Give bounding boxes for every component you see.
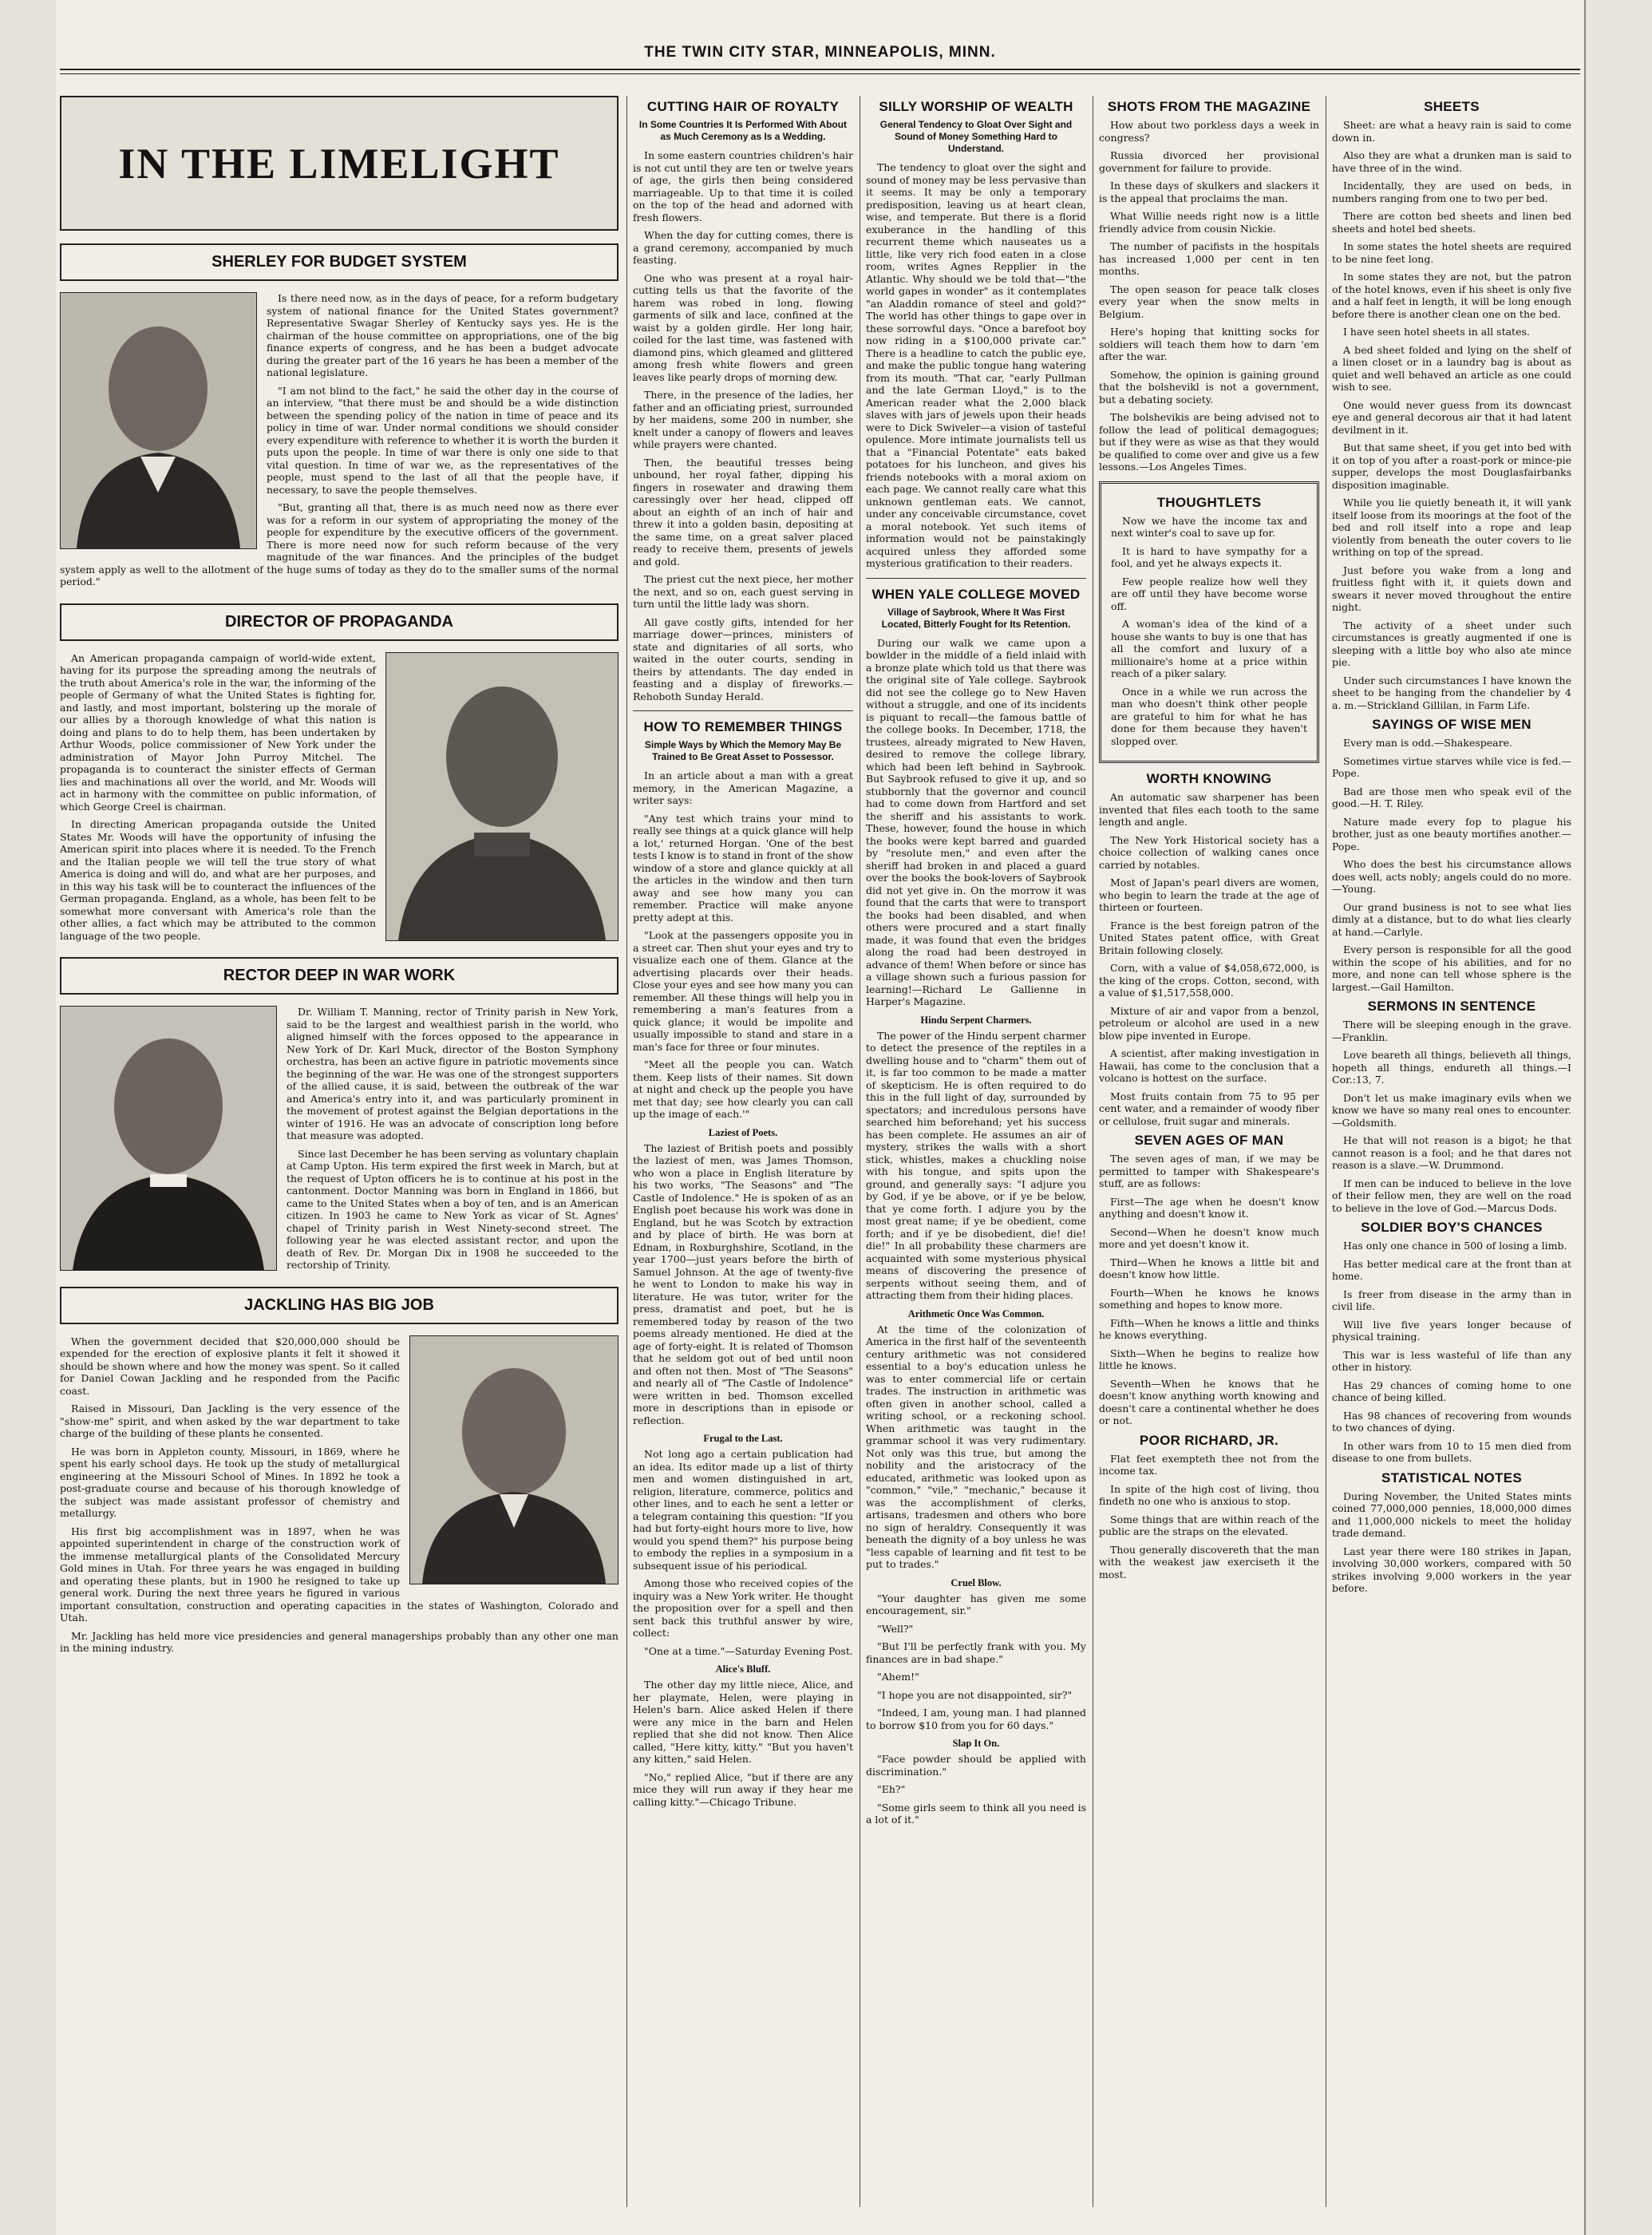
shots-item: Here's hoping that knitting socks for soldiers will teach them how to darn 'em after the war.	[1099, 326, 1319, 362]
sherley-paragraph: "I am not blind to the fact," he said the other day in the course of an interview, "that there must be and should be a wide distinction between the spending policy of the nation in time of peace and its policy in time of war. Under normal conditions we should consider every expenditure with reference to whether it is worth the burden it puts upon the people. In time of war there is only one side to that vital question. In time of war we, as the representatives of the people, must spend to the last of all that the people have, if necessary, to save the people themselves.	[267, 384, 619, 496]
jackling-paragraph: Raised in Missouri, Dan Jackling is the very essence of the "show-me" spirit, and when asked by the war department to take charge of the building of these plants he consented.	[60, 1402, 400, 1439]
sherley-paragraph: Is there need now, as in the days of peace, for a reform budgetary system of national finance for the United States government? Representative Swagar Sherley of Kentucky says yes. He is the chairman of the house committee on appropriations, one of the big finance experts of congress, and he has been a budget advocate during the greater part of the 16 years he has been a member of the national legislature.	[267, 292, 619, 378]
cruel-line: "Indeed, I am, young man. I had planned to borrow $10 from you for 60 days."	[866, 1707, 1086, 1731]
soldier-item: Has 98 chances of recovering from wounds to two chances of dying.	[1332, 1409, 1571, 1434]
soldier-item: Has better medical care at the front than at home.	[1332, 1257, 1571, 1282]
thoughtlets-item: Few people realize how well they are off until they have become worse off.	[1111, 575, 1307, 612]
royalty-paragraph: The priest cut the next piece, her mother the next, and so on, each guest serving in turn until the little lady was shorn.	[633, 573, 853, 610]
adjacent-page-edge	[1584, 0, 1652, 2235]
sheets-item: The activity of a sheet under such circumstances is greatly augmented if one is sleeping with a little boy who also ate mince pie.	[1332, 619, 1571, 668]
remember-heading: HOW TO REMEMBER THINGS	[643, 719, 843, 734]
manning-portrait	[60, 1006, 277, 1271]
seven-ages-item: The seven ages of man, if we may be permitted to tamper with Shakespeare's stuff, are as follows:	[1099, 1153, 1319, 1189]
wise-men-item: Nature made every fop to plague his brother, just as one beauty mortifies another.—Pope.	[1332, 815, 1571, 852]
column-4	[1099, 96, 1319, 2207]
shots-item: The open season for peace talk closes every year when the snow melts in Belgium.	[1099, 283, 1319, 320]
sermons-heading: SERMONS IN SENTENCE	[1367, 999, 1536, 1014]
propaganda-paragraph: In directing American propaganda outside the United States Mr. Woods will have the opportunity of infusing the American spirit into places where it is needed. To the French and the Italian people we will tell the true story of what America is doing and will do, and what are her purposes, and in this way his task will be to counteract the influences of the German propaganda. England, as a whole, has been felt to be somewhat more conversant with America's role than the other allies, a fact which may be attributed to the common language of the two people.	[60, 818, 376, 942]
richard-heading: POOR RICHARD, JR.	[1139, 1432, 1279, 1448]
richard-item: Thou generally discovereth that the man with the weakest jaw exerciseth it the most.	[1099, 1543, 1319, 1580]
worth-item: France is the best foreign patron of the United States patent office, with Great Britain following closely.	[1099, 919, 1319, 956]
thoughtlets-heading: THOUGHTLETS	[1156, 494, 1262, 510]
limelight-column	[60, 96, 619, 2207]
royalty-heading: CUTTING HAIR OF ROYALTY	[646, 99, 840, 114]
rector-paragraph: Since last December he has been serving as voluntary chaplain at Camp Upton. His term expired the first week in March, but at the request of Upton officers he is to continue at his post in the cantonment. Doctor Manning was born in England in 1866, but came to the United States when a boy of ten, and is an American citizen. In 1903 he came to New York as vicar of St. Agnes' chapel of Trinity parish in West Ninety-second street. The following year he was elected assistant rector, and upon the death of Rev. Dr. Morgan Dix in 1908 he succeeded to the rectorship of Trinity.	[287, 1147, 619, 1271]
serpent-paragraph: The power of the Hindu serpent charmer to detect the presence of the reptiles in a dwelling house and to "charm" them out of it, is far too common to be made a matter of skepticism. He is often required to do this in the full light of day, surrounded by spectators; and incredulous persons have searched him beforehand; yet his success has been complete. He assumes an air of mystery, strikes the walls with a short stick, whistles, makes a chuckling noise with his tongue, and spits upon the ground, and generally says: "I adjure you by God, if ye be above, or if ye be below, that ye come forth. I adjure you by the most great name; if ye be obedient, come forth; and if ye be disobedient, die! die! die!" In all probability these charmers are acquainted with some mysterious physical means of discovering the presence of serpents without seeing them, and of attracting them from their hiding places.	[866, 1029, 1086, 1301]
jackling-paragraph: His first big accomplishment was in 1897, when he was appointed superintendent in charge of the construction work of the immense metallurgical plants of the Consolidated Mercury Gold mines in Utah. For three years he was engaged in building and operating these plants, but in 1900 he resigned to take up general work. During the next three years he figured in various important consultation, construction and operating capacities in the states of Washington, Colorado and Utah.	[60, 1525, 619, 1624]
jackling-paragraph: He was born in Appleton county, Missouri, in 1869, where he spent his early school days. He took up the study of metallurgical engineering at the Missouri School of Mines. In 1892 he took a post-graduate course and because of his thorough knowledge of the subject was made assistant professor of chemistry and metallurgy.	[60, 1445, 400, 1519]
yale-paragraph: During our walk we came upon a bowlder in the middle of a field inlaid with a bronze plate which told us that there was the original site of Yale college. Saybrook did not see the college go to New Haven without a struggle, and one of its incidents is piquant to recall—the famous battle of the college books. In December, 1718, the trustees, already migrated to New Haven, desired to remove the college library, which had been left behind in Saybrook. But Saybrook refused to give it up, and so stubbornly that the governor and council had to come down from Hartford and set the sheriff and his assistants to work. These, however, found the house in which the books were kept barred and guarded by "resolute men," and even after the sheriff had broken in and placed a guard over the books the book-lovers of Saybrook did not yet give in. On the morrow it was found that the carts that were to transport the books had been disabled, and when others were procured and a start finally made, it was found that even the bridges along the road had been destroyed in advance of them! When before or since has a village shown such a furious passion for learning!—Richard Le Gallienne in Harper's Magazine.	[866, 636, 1086, 1007]
divider	[866, 578, 1086, 579]
alice-paragraph: "No," replied Alice, "but if there are any mice they will run away if they hear me calling kitty."—Chicago Tribune.	[633, 1770, 853, 1808]
seven-ages-heading: SEVEN AGES OF MAN	[1134, 1133, 1284, 1148]
wise-men-item: Our grand business is not to see what lies dimly at a distance, but to do what lies clearly at hand.—Carlyle.	[1332, 900, 1571, 938]
soldier-item: Will live five years longer because of physical training.	[1332, 1318, 1571, 1343]
worth-item: Corn, with a value of $4,058,672,000, is the king of the crops. Cotton, second, with a value of $1,517,558,000.	[1099, 962, 1319, 999]
seven-ages-item: Fifth—When he knows a little and thinks he knows everything.	[1099, 1316, 1319, 1341]
soldier-item: Has only one chance in 500 of losing a limb.	[1343, 1240, 1567, 1252]
sermons-item: There will be sleeping enough in the grave.—Franklin.	[1332, 1019, 1571, 1043]
soldier-item: Is freer from disease in the army than in civil life.	[1332, 1288, 1571, 1312]
sheets-item: Sheet: are what a heavy rain is said to come down in.	[1332, 119, 1571, 144]
worth-item: Most of Japan's pearl divers are women, who begin to learn the trade at the age of thirteen or fourteen.	[1099, 876, 1319, 913]
cruel-line: "Well?"	[877, 1622, 914, 1635]
column-5	[1332, 96, 1571, 2207]
seven-ages-item: Second—When he doesn't know much more and yet doesn't know it.	[1099, 1225, 1319, 1250]
royalty-paragraph: There, in the presence of the ladies, her father and an officiating priest, surrounded by her maidens, some 200 in number, she knelt under a canopy of flowers and leaves while prayers were chanted.	[633, 389, 853, 450]
sheets-item: Just before you wake from a long and fruitless fight with it, it quiets down and swears it never moved throughout the entire night.	[1332, 564, 1571, 613]
sheets-heading: SHEETS	[1424, 99, 1480, 114]
worth-item: Mixture of air and vapor from a benzol, petroleum or alcohol are used in a new blow pipe invented in Europe.	[1099, 1004, 1319, 1042]
soldier-item: Has 29 chances of coming home to one chance of being killed.	[1332, 1379, 1571, 1403]
alice-paragraph: The other day my little niece, Alice, and her playmate, Helen, were playing in Helen's barn. Alice asked Helen if there were any mice in the barn and Helen replied that she did not know. Then Alice called, "Here kitty, kitty." "But you haven't any kitten," said Helen.	[633, 1679, 853, 1765]
newspaper-page	[60, 32, 1580, 2219]
cruel-line: "Ahem!"	[877, 1671, 919, 1683]
portrait-photo-icon	[61, 1007, 276, 1270]
rector-heading: RECTOR DEEP IN WAR WORK	[60, 957, 619, 995]
royalty-subhead: In Some Countries It Is Performed With About as Much Ceremony as Is a Wedding.	[638, 119, 848, 142]
sherley-heading: SHERLEY FOR BUDGET SYSTEM	[60, 243, 619, 281]
royalty-paragraph: One who was present at a royal hair-cutting tells us that the favorite of the harem was robed in long, flowing garments of silk and lace, confined at the waist by a golden girdle. Her long hair, coiled for the last time, was fastened with diamond pins, which gleamed and glittered among fresh white flowers and green leaves like pearly drops of morning dew.	[633, 271, 853, 383]
soldier-item: This war is less wasteful of life than any other in history.	[1332, 1348, 1571, 1373]
wise-men-item: Every person is responsible for all the good within the scope of his abilities, and for no more, and none can tell whose sphere is the largest.—Gail Hamilton.	[1332, 943, 1571, 993]
richard-item: Flat feet exempteth thee not from the income tax.	[1099, 1452, 1319, 1477]
sheets-item: But that same sheet, if you get into bed with it on top of you after a roast-pork or mince-pie supper, develops the most Douglasfairbanks disposition imaginable.	[1332, 441, 1571, 491]
sheets-item: A bed sheet folded and lying on the shelf of a linen closet or in a laundry bag is about as quiet and well behaved an article as one could wish to see.	[1332, 343, 1571, 393]
sermons-item: Don't let us make imaginary evils when we know we have so many real ones to encounter.—Goldsmith.	[1332, 1091, 1571, 1129]
arith-heading: Arithmetic Once Was Common.	[907, 1307, 1045, 1319]
cruel-line: "I hope you are not disappointed, sir?"	[877, 1688, 1073, 1701]
cruel-line: "Your daughter has given me some encouragement, sir."	[866, 1592, 1086, 1616]
worth-heading: WORTH KNOWING	[1146, 771, 1272, 786]
worth-item: An automatic saw sharpener has been invented that files each tooth to the same length and angle.	[1099, 791, 1319, 828]
worth-item: A scientist, after making investigation in Hawaii, has come to the conclusion that a volcano is hottest on the surface.	[1099, 1047, 1319, 1084]
shots-item: In these days of skulkers and slackers it is the appeal that proclaims the man.	[1099, 180, 1319, 204]
cruel-heading: Cruel Blow.	[950, 1576, 1002, 1588]
remember-paragraph: "Any test which trains your mind to really see things at a quick glance will help a lot,' returned Horgan. 'One of the best tests I know is to stand in front of the show window of a store and glance quickly at all the articles in the window and then turn away and see how many you can remember. Practice will make anyone pretty adept at this.	[633, 812, 853, 924]
poets-heading: Laziest of Poets.	[708, 1126, 778, 1138]
jackling-portrait	[409, 1335, 619, 1584]
sherley-portrait	[60, 292, 257, 549]
frugal-heading: Frugal to the Last.	[703, 1433, 783, 1444]
worth-item: Most fruits contain from 75 to 95 per cent water, and a remainder of woody fiber or cellulose, fruit sugar and minerals.	[1099, 1090, 1319, 1127]
slap-line: "Some girls seem to think all you need is a lot of it."	[866, 1801, 1086, 1826]
column-rule	[626, 96, 627, 2207]
jackling-heading: JACKLING HAS BIG JOB	[60, 1287, 619, 1324]
wise-men-item: Who does the best his circumstance allows does well, acts nobly; angels could do no more.—Young.	[1332, 858, 1571, 895]
remember-paragraph: In an article about a man with a great memory, in the American Magazine, a writer says:	[633, 769, 853, 806]
jackling-paragraph: When the government decided that $20,000,000 should be expended for the erection of explosive plants it felt it showed it should be shown where and how the money was spent. So it called for Daniel Cowan Jackling and he responded from the Pacific coast.	[60, 1335, 400, 1397]
alice-heading: Alice's Bluff.	[715, 1663, 771, 1675]
richard-item: Some things that are within reach of the public are the straps on the elevated.	[1099, 1513, 1319, 1537]
thoughtlets-box	[1099, 481, 1319, 764]
remember-paragraph: "Look at the passengers opposite you in a street car. Then shut your eyes and try to visualize each one of them. Glance at the advertising placards over their heads. Close your eyes and see how many you can remember. All these things will help you in remembering a man's features from a quick glance; it would be impolite and usually impossible to stand and stare in a man's face for three or four minutes.	[633, 929, 853, 1053]
wise-men-heading: SAYINGS OF WISE MEN	[1372, 717, 1531, 732]
masthead-rule-thin	[60, 73, 1580, 74]
sherley-paragraph: "But, granting all that, there is as much need now as there ever was for a reform in our system of appropriating the money of the people for expenditure by the executive officers of the government. There is more need now for such reform because of the very magnitude of the war finances. And the principles of the budget system apply as well to the allotment of the huge sums of today as they do to the smaller sums of the normal period."	[60, 501, 619, 587]
richard-item: In spite of the high cost of living, thou findeth no one who is anxious to stop.	[1099, 1482, 1319, 1507]
shots-heading: SHOTS FROM THE MAGAZINE	[1107, 99, 1311, 114]
sheets-item: In some states they are not, but the patron of the hotel knows, even if his sheet is only five and a half feet in length, it will be long enough before there is another clean one on the bed.	[1332, 271, 1571, 320]
wise-men-item: Sometimes virtue starves while vice is fed.—Pope.	[1332, 754, 1571, 779]
seven-ages-item: Fourth—When he knows he knows something and hopes to know more.	[1099, 1286, 1319, 1311]
propaganda-paragraph: An American propaganda campaign of world-wide extent, having for its purpose the spreading among the neutrals of the truth about America's role in the war, the informing of the people of Germany of what the United States is fighting for, and lastly, and most important, bolstering up the morale of our allies by a thorough knowledge of what this nation is doing and plans to do to help them, has been undertaken by Arthur Woods, police commissioner of New York under the administration of Mayor John Purroy Mitchel. The propaganda is to counteract the sinister effects of German lies and machinations all over the world, and Mr. Woods will act in harmony with the committee on public information, of which George Creel is chairman.	[60, 651, 376, 813]
sheets-item: There are cotton bed sheets and linen bed sheets and hotel bed sheets.	[1332, 210, 1571, 235]
divider	[633, 710, 853, 711]
page-margin-left	[0, 0, 56, 2235]
cruel-line: "But I'll be perfectly frank with you. My finances are in bad shape."	[866, 1640, 1086, 1665]
wealth-heading: SILLY WORSHIP OF WEALTH	[879, 99, 1073, 114]
sermons-item: Love beareth all things, believeth all things, hopeth all things, endureth all things.—I Cor.:13, 7.	[1332, 1049, 1571, 1086]
slap-line: "Eh?"	[877, 1783, 906, 1795]
stats-heading: STATISTICAL NOTES	[1381, 1470, 1523, 1485]
sheets-item: In some states the hotel sheets are required to be nine feet long.	[1332, 240, 1571, 265]
sermons-item: If men can be induced to believe in the love of their fellow men, they are well on the road to believe in the love of God.—Marcus Dods.	[1332, 1177, 1571, 1214]
royalty-paragraph: When the day for cutting comes, there is a grand ceremony, accompanied by much feasting.	[633, 229, 853, 266]
frugal-paragraph: Not long ago a certain publication had an idea. Its editor made up a list of thirty men and women distinguished in art, religion, literature, commerce, politics and other lines, and to each he sent a letter or a telegram containing this question: "If you had but forty-eight hours more to live, how would you spend them?" his purpose being to embody the replies in a symposium in a subsequent issue of his periodical.	[633, 1448, 853, 1572]
limelight-banner: IN THE LIMELIGHT	[60, 96, 619, 231]
seven-ages-item: Third—When he knows a little bit and doesn't know how little.	[1099, 1256, 1319, 1280]
slap-heading: Slap It On.	[952, 1738, 1000, 1749]
thoughtlets-item: A woman's idea of the kind of a house she wants to buy is one that has all the comfort and luxury of a millionaire's home at a price within reach of a piker salary.	[1111, 618, 1307, 679]
wise-men-item: Every man is odd.—Shakespeare.	[1343, 737, 1512, 749]
soldier-item: In other wars from 10 to 15 men died from disease to one from bullets.	[1332, 1439, 1571, 1464]
stats-item: During November, the United States mints coined 77,000,000 pennies, 18,000,000 dimes and 11,000,000 nickels to meet the holiday trade demand.	[1332, 1489, 1571, 1539]
frugal-paragraph: "One at a time."—Saturday Evening Post.	[644, 1644, 853, 1657]
arith-paragraph: At the time of the colonization of America in the first half of the seventeenth century arithmetic was not considered essential to a boy's education unless he was to enter commercial life or certain trades. The instruction in arithmetic was often given in another school, called a writing school, or a reckoning school. When arithmetic was taught in the grammar school it was very rudimentary. Not only was this true, but among the nobility and the aristocracy of the educated, arithmetic was looked upon as "common," "vile," "mechanic," because it was the accomplishment of clerks, artisans, tradesmen and others who bore no sign of heraldry. Consequently it was beneath the dignity of a boy unless he was "less capable of learning and fit test to be put to trades."	[866, 1323, 1086, 1570]
thoughtlets-item: It is hard to have sympathy for a fool, and yet he always expects it.	[1111, 544, 1307, 569]
rector-paragraph: Dr. William T. Manning, rector of Trinity parish in New York, said to be the largest and wealthiest parish in the world, who aligned himself with the forces opposed to the appearance in New York of Dr. Karl Muck, director of the Boston Symphony orchestra, has been an active figure in patriotic movements since the beginning of the war. He was one of the strongest supporters of the allied cause, it is said, between the outbreak of the war and America's entry into it, and was particularly prominent in the movement of protest against the Belgian deportations in the winter of 1916. He was an advocate of conscription long before that measure was adopted.	[287, 1006, 619, 1141]
seven-ages-item: First—The age when he doesn't know anything and doesn't know it.	[1099, 1195, 1319, 1220]
portrait-photo-icon	[386, 653, 618, 940]
serpent-heading: Hindu Serpent Charmers.	[920, 1014, 1032, 1026]
shots-item: Russia divorced her provisional government for failure to provide.	[1099, 149, 1319, 174]
thoughtlets-item: Once in a while we run across the man who doesn't think other people are grateful to him for what he has done for them because they haven't slopped over.	[1111, 685, 1307, 747]
shots-item: How about two porkless days a week in congress?	[1099, 119, 1319, 144]
poets-paragraph: The laziest of British poets and possibly the laziest of men, was James Thomson, who won a place in English literature by his two works, "The Seasons" and "The Castle of Indolence." He is spoken of as an English poet because his work was done in England, but he was Scotch by extraction and by place of birth. He was born at Ednam, in Roxburghshire, Scotland, in the year 1700—just years before the birth of Samuel Johnson. At the age of twenty-five he went to London to make his way in literature. He was tutor, writer for the press, dramatist and poet, but he is remembered today by reason of the two poems already mentioned. He died at the age of forty-eight. It is related of Thomson that he seldom got out of bed until noon and often not then. Most of "The Seasons" and nearly all of "The Castle of Indolence" were written in bed. Thomson excelled more in descriptions than in episode or reflection.	[633, 1141, 853, 1426]
sheets-item: Also they are what a drunken man is said to have three of in the wind.	[1332, 149, 1571, 174]
jackling-paragraph: Mr. Jackling has held more vice presidencies and general managerships probably than any other one man in the mining industry.	[60, 1629, 619, 1654]
masthead: THE TWIN CITY STAR, MINNEAPOLIS, MINN.	[644, 44, 996, 61]
portrait-photo-icon	[410, 1336, 618, 1584]
sheets-item: One would never guess from its downcast eye and general decorous air that it had latent devilment in it.	[1332, 398, 1571, 436]
royalty-paragraph: All gave costly gifts, intended for her marriage dower—princes, ministers of state and dignitaries of all sorts, who waited in the outer courts, sending in theirs by attendants. The day ended in feasting and a display of fireworks.—Rehoboth Sunday Herald.	[633, 615, 853, 702]
column-2	[633, 96, 853, 2207]
yale-subhead: Village of Saybrook, Where It Was First Located, Bitterly Fought for Its Retention.	[881, 606, 1071, 630]
remember-paragraph: "Meet all the people you can. Watch them. Keep lists of their names. Sit down at night and check up the people you have met that day; see how clearly you can call up the image of each.'"	[633, 1058, 853, 1120]
worth-item: The New York Historical society has a choice collection of walking canes once carried by notables.	[1099, 833, 1319, 871]
soldier-heading: SOLDIER BOY'S CHANCES	[1361, 1220, 1543, 1235]
frugal-paragraph: Among those who received copies of the inquiry was a New York writer. He thought the proposition over for a spell and then sent back this truthful answer by wire, collect:	[633, 1577, 853, 1639]
shots-item: The bolshevikis are being advised not to follow the lead of political demagogues; but if they were as wise as that they would be qualified to come over and give us a few lessons.—Los Angeles Times.	[1099, 411, 1319, 473]
woods-portrait	[385, 652, 619, 941]
wealth-subhead: General Tendency to Gloat Over Sight and Sound of Money Something Hard to Understand.	[879, 119, 1073, 154]
masthead-rule	[60, 69, 1580, 70]
royalty-paragraph: In some eastern countries children's hair is not cut until they are ten or twelve years of age, the girls then being considered marriageable. Up to that time it is coiled on the top of the head and adorned with fresh flowers.	[633, 149, 853, 224]
wealth-paragraph: The tendency to gloat over the sight and sound of money may be less pervasive than it seems. It may be only a temporary predisposition, leaving us at heart clean, wise, and temperate. But there is a florid exuberance in the handling of this recurrent theme which nauseates us a little, like very rich food eaten in a close room, writes Agnes Repplier in the Atlantic. Why should we be told that—"the world gapes in wonder" as it contemplates "an Aladdin romance of steel and gold?" The world has other things to gape over in these sorrowful days. "Once a barefoot boy now riding in a $100,000 private car." There is a headline to catch the public eye, and make the public tongue hang watering from its mouth. "That car, "early Pullman and the late German Lloyd," is to the American reader what the 2,000 black slaves with jars of jewels upon their heads were to Dick Swiveler—a vision of tasteful opulence. More intimate journalists tell us that a "Financial Potentate" eats baked potatoes for his luncheon, and gives his friends notebooks with a moral axiom on each page. We cannot really care what this unknown gentleman eats. We cannot, under any conceivable circumstance, covet a moral notebook. Yet such items of information would not be painstakingly acquired unless they afforded some mysterious gratification to their readers.	[866, 161, 1086, 569]
sheets-item: I have seen hotel sheets in all states.	[1343, 326, 1530, 338]
thoughtlets-item: Now we have the income tax and next winter's coal to save up for.	[1111, 514, 1307, 539]
seven-ages-item: Sixth—When he begins to realize how little he knows.	[1099, 1347, 1319, 1371]
sermons-item: He that will not reason is a bigot; he that cannot reason is a fool; and he that dares not reason is a slave.—W. Drummond.	[1332, 1134, 1571, 1171]
shots-item: Somehow, the opinion is gaining ground that the bolshevikl is not a government, but a debating society.	[1099, 368, 1319, 405]
stats-item: Last year there were 180 strikes in Japan, involving 30,000 workers, compared with 50 strikes involving 9,000 workers in the year before.	[1332, 1545, 1571, 1594]
remember-subhead: Simple Ways by Which the Memory May Be Trained to Be Great Asset to Possessor.	[644, 739, 842, 762]
propaganda-heading: DIRECTOR OF PROPAGANDA	[60, 603, 619, 641]
sheets-item: Under such circumstances I have known the sheet to be hanging from the chandelier by 4 a. m.—Strickland Gillilan, in Farm Life.	[1332, 674, 1571, 711]
shots-item: The number of pacifists in the hospitals has increased 1,000 per cent in ten months.	[1099, 240, 1319, 277]
sheets-item: While you lie quietly beneath it, it will yank itself loose from its moorings at the foot of the bed and roll itself into a rope and leap violently from beneath the outer covers to lie writhing on top of the spread.	[1332, 496, 1571, 558]
portrait-photo-icon	[61, 293, 256, 548]
seven-ages-item: Seventh—When he knows that he doesn't know anything worth knowing and doesn't care a continental whether he does or not.	[1099, 1377, 1319, 1426]
sheets-item: Incidentally, they are used on beds, in numbers ranging from one to two per bed.	[1332, 180, 1571, 204]
slap-line: "Face powder should be applied with discrimination."	[866, 1753, 1086, 1778]
yale-heading: WHEN YALE COLLEGE MOVED	[871, 586, 1081, 602]
royalty-paragraph: Then, the beautiful tresses being unbound, her royal father, dipping his fingers in rosewater and drawing them caressingly over her head, clipped off about an eighth of an inch of hair and threw it into a golden basin, depositing at the same time, on a great salver placed ready to receive them, presents of jewels and gold.	[633, 456, 853, 568]
shots-item: What Willie needs right now is a little friendly advice from cousin Nickie.	[1099, 210, 1319, 235]
wise-men-item: Bad are those men who speak evil of the good.—H. T. Riley.	[1332, 785, 1571, 809]
column-3	[866, 96, 1086, 2207]
